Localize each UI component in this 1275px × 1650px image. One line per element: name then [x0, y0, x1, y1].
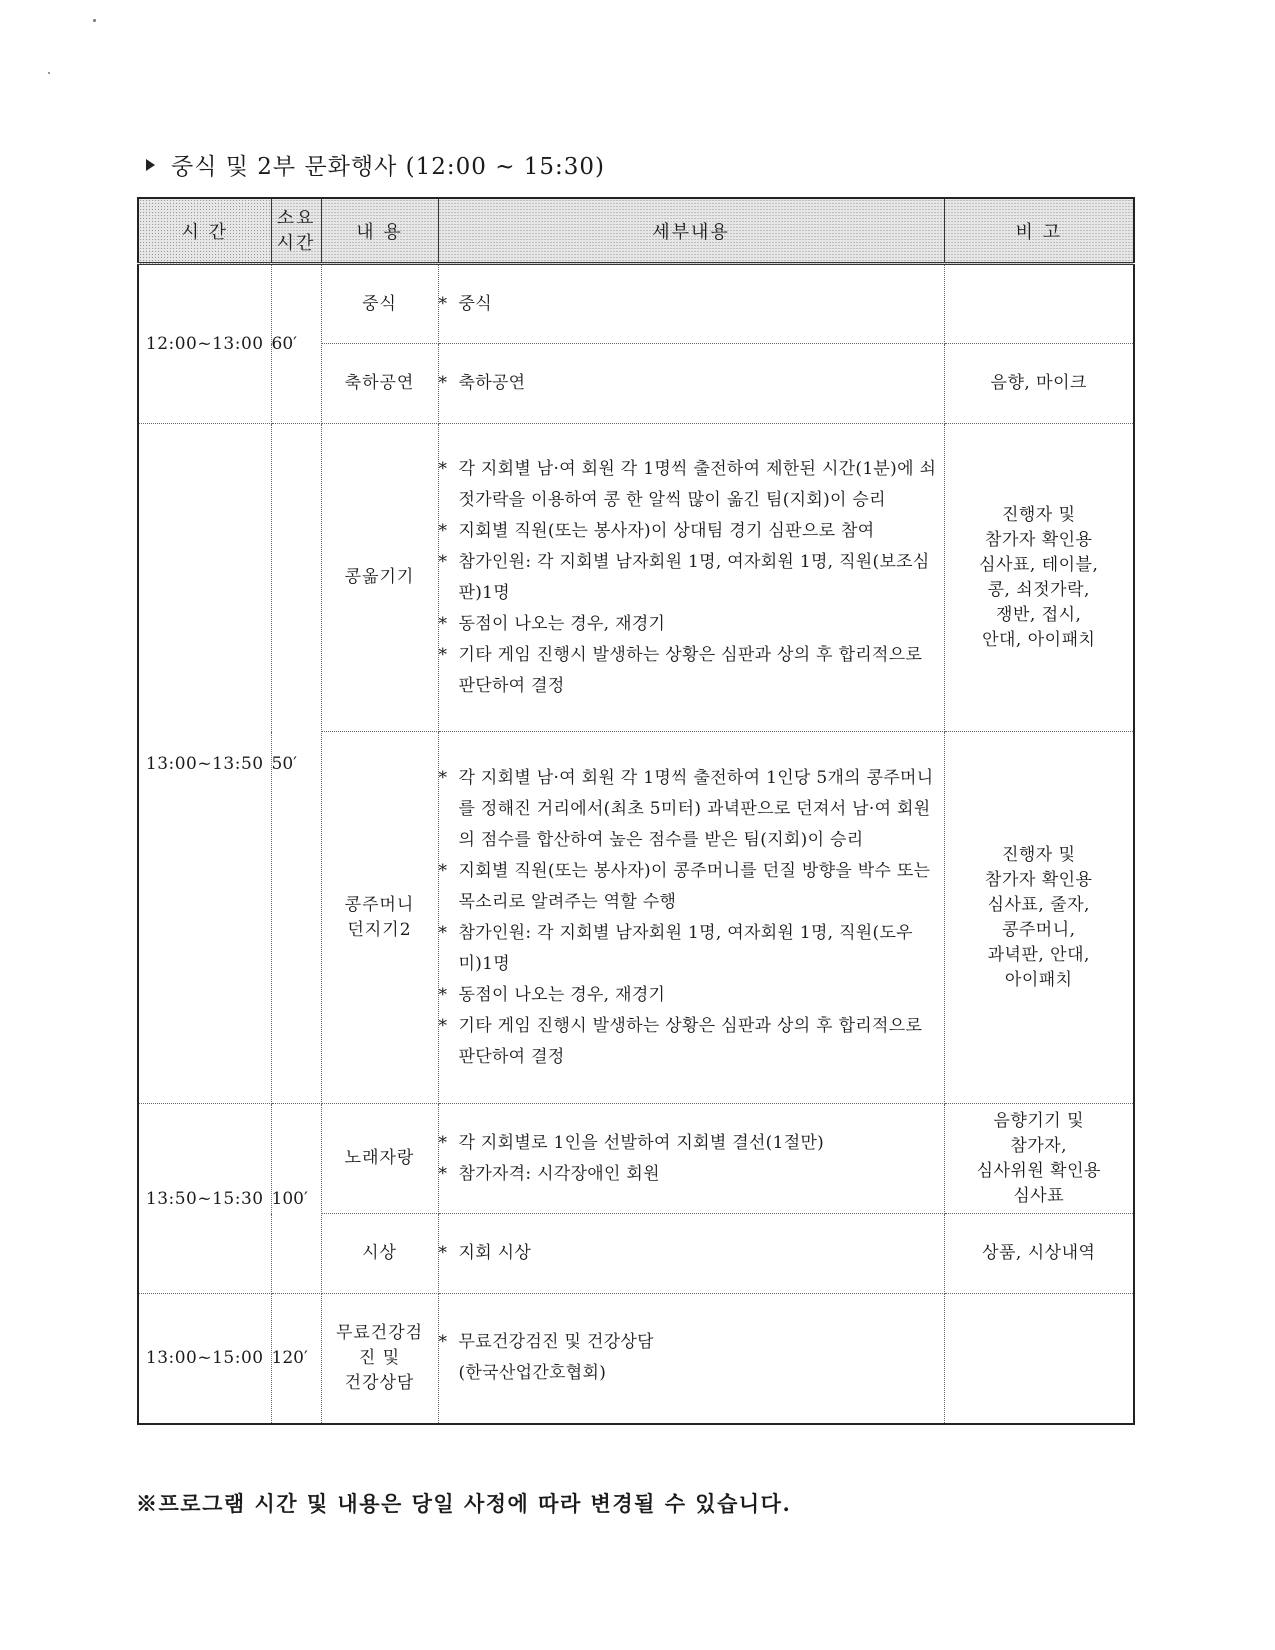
duration-cell: 120′ — [271, 1294, 321, 1424]
detail-item: * 각 지회별 남·여 회원 각 1명씩 출전하여 1인당 5개의 콩주머니를 정해진 거리에서(최초 5미터) 과녁판으로 던져서 남·여 회원의 점수를 합산하여 높은 점수를 받은 팀(지회)이 승리 — [439, 763, 944, 856]
detail-list — [439, 1238, 944, 1269]
note-text: 상품, 시상내역 — [982, 1243, 1096, 1263]
content-text: 무료건강검 진 및 건강상담 — [335, 1322, 424, 1393]
detail-cell — [438, 264, 944, 344]
time-cell: 13:00~13:50 — [138, 424, 271, 1104]
note-text: 음향기기 및 참가자, 심사위원 확인용 심사표 — [976, 1110, 1101, 1206]
content-cell — [321, 732, 438, 1104]
scan-speck — [93, 19, 96, 22]
detail-list — [439, 368, 944, 399]
header-content: 내 용 — [321, 198, 438, 264]
header-duration — [271, 198, 321, 264]
detail-list — [439, 1327, 944, 1389]
note-cell — [944, 1214, 1134, 1294]
detail-cell — [438, 344, 944, 424]
detail-cell — [438, 1104, 944, 1214]
detail-item: * 각 지회별로 1인을 선발하여 지회별 결선(1절만) — [439, 1128, 944, 1159]
note-cell — [944, 344, 1134, 424]
table-row — [138, 1294, 1134, 1424]
table-row — [138, 424, 1134, 732]
detail-item: * 참가인원: 각 지회별 남자회원 1명, 여자회원 1명, 직원(보조심판)1명 — [439, 547, 944, 609]
detail-item: * 기타 게임 진행시 발생하는 상황은 심판과 상의 후 합리적으로 판단하여 결정 — [439, 1011, 944, 1073]
header-note: 비 고 — [944, 198, 1134, 264]
detail-item: * 동점이 나오는 경우, 재경기 — [439, 609, 944, 640]
detail-item: * 기타 게임 진행시 발생하는 상황은 심판과 상의 후 합리적으로 판단하여 결정 — [439, 640, 944, 702]
detail-item: * 무료건강검진 및 건강상담 (한국산업간호협회) — [439, 1327, 944, 1389]
detail-item: * 축하공연 — [439, 368, 944, 399]
note-text: 진행자 및 참가자 확인용 심사표, 테이블, 콩, 쇠젓가락, 쟁반, 접시, 안대, 아이패치 — [979, 504, 1099, 650]
header-duration-text: 소요 시간 — [276, 207, 316, 254]
footer-notice: ※프로그램 시간 및 내용은 당일 사정에 따라 변경될 수 있습니다. — [136, 1491, 792, 1516]
detail-cell — [438, 732, 944, 1104]
detail-item: * 지회별 직원(또는 봉사자)이 상대팀 경기 심판으로 참여 — [439, 516, 944, 547]
note-cell — [944, 1104, 1134, 1214]
detail-item: * 동점이 나오는 경우, 재경기 — [439, 980, 944, 1011]
triangle-bullet-icon — [146, 159, 155, 171]
detail-cell — [438, 1214, 944, 1294]
time-cell: 12:00~13:00 — [138, 264, 271, 424]
detail-list — [439, 1128, 944, 1190]
schedule-table — [137, 197, 1135, 1425]
table-row — [138, 264, 1134, 344]
detail-cell — [438, 424, 944, 732]
content-text: 시상 — [362, 1243, 397, 1263]
time-cell: 13:00~15:00 — [138, 1294, 271, 1424]
content-text: 축하공연 — [344, 373, 415, 393]
note-cell — [944, 264, 1134, 344]
header-detail: 세부내용 — [438, 198, 944, 264]
note-cell — [944, 424, 1134, 732]
content-cell — [321, 344, 438, 424]
detail-item: * 참가자격: 시각장애인 회원 — [439, 1159, 944, 1190]
time-cell: 13:50~15:30 — [138, 1104, 271, 1294]
content-text: 콩옮기기 — [344, 567, 415, 587]
section-title-text: 중식 및 2부 문화행사 (12:00 ~ 15:30) — [171, 154, 606, 180]
scan-speck — [48, 72, 50, 74]
content-cell — [321, 264, 438, 344]
section-title — [146, 148, 605, 181]
content-text: 중식 — [362, 293, 397, 314]
detail-item: * 지회별 직원(또는 봉사자)이 콩주머니를 던질 방향을 박수 또는 목소리로 알려주는 역할 수행 — [439, 856, 944, 918]
note-text: 음향, 마이크 — [990, 373, 1087, 393]
detail-cell — [438, 1294, 944, 1424]
duration-cell: 100′ — [271, 1104, 321, 1294]
detail-item: * 참가인원: 각 지회별 남자회원 1명, 여자회원 1명, 직원(도우미)1명 — [439, 918, 944, 980]
content-cell — [321, 1214, 438, 1294]
schedule-body — [138, 264, 1134, 1424]
note-cell — [944, 1294, 1134, 1424]
note-text: 진행자 및 참가자 확인용 심사표, 줄자, 콩주머니, 과녁판, 안대, 아이패치 — [985, 844, 1093, 990]
content-cell — [321, 1104, 438, 1214]
detail-item: * 중식 — [439, 289, 944, 320]
table-header-row — [138, 198, 1134, 264]
detail-item: * 지회 시상 — [439, 1238, 944, 1269]
content-text: 노래자랑 — [344, 1148, 415, 1168]
detail-list — [439, 763, 944, 1073]
duration-cell: 60′ — [271, 264, 321, 424]
content-cell — [321, 424, 438, 732]
detail-item: * 각 지회별 남·여 회원 각 1명씩 출전하여 제한된 시간(1분)에 쇠젓가락을 이용하여 콩 한 알씩 많이 옮긴 팀(지회)이 승리 — [439, 454, 944, 516]
content-text: 콩주머니 던지기2 — [344, 894, 415, 940]
table-row — [138, 1104, 1134, 1214]
detail-list — [439, 289, 944, 320]
detail-list — [439, 454, 944, 702]
note-cell — [944, 732, 1134, 1104]
header-time: 시 간 — [138, 198, 271, 264]
content-cell — [321, 1294, 438, 1424]
duration-cell: 50′ — [271, 424, 321, 1104]
